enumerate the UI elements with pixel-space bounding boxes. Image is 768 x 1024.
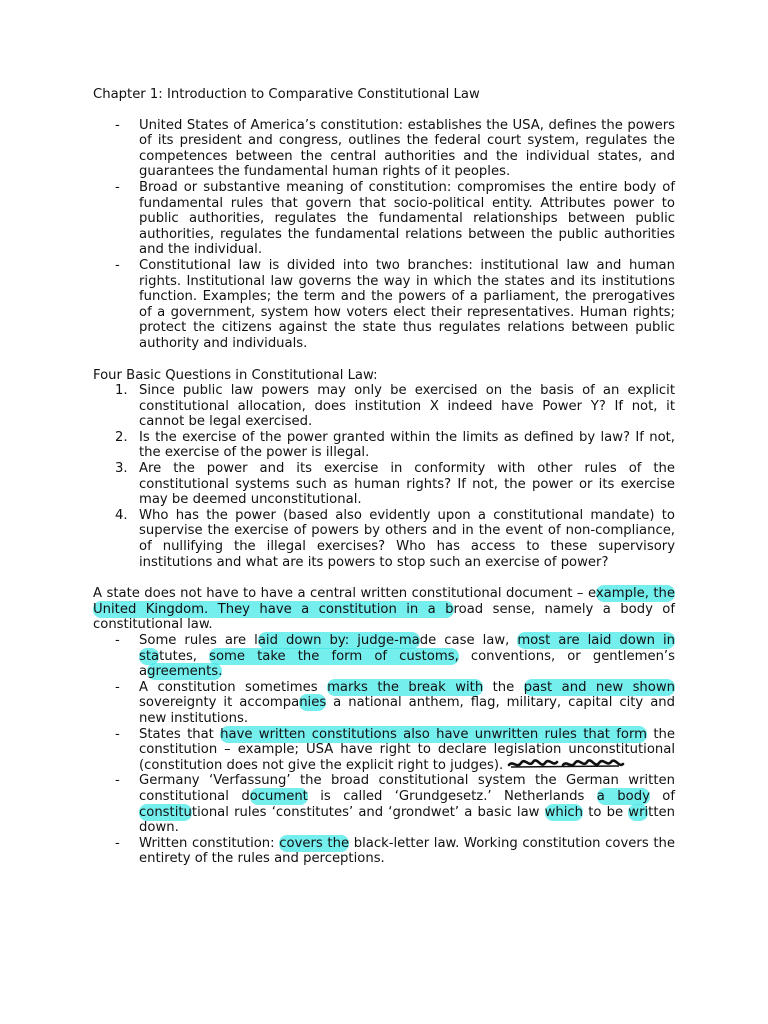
number-marker: 2. [115,429,128,445]
dash-marker: - [115,257,120,273]
highlight: greements. [147,664,223,680]
spacer [93,570,675,586]
list-item: - Some rules are laid down by: judge-made case law, most are laid down in statutes, some take the form of customs, conventions, or gentlemen’s agreements. [115,633,675,680]
chapter-title: Chapter 1: Introduction to Comparative Constitutional Law [93,87,480,102]
list-item: - Constitutional law is divided into two branches: institutional law and human rights. Institutional law governs the way in which the states and its institutions function. Examples; the term and the powers of a parliament, the prerogatives of a government, system how voters elect their representatives. Human rights; protect the citizens against the state thus regulates relations between public authority and individuals. [115,257,675,351]
highlight: nies [299,695,327,711]
highlight: past and new shown [523,679,676,695]
number-marker: 3. [115,461,128,477]
highlight: aid down by: judge-ma [257,633,420,648]
list-item: - Germany ‘Verfassung’ the broad constitutional system the German written constitutional document is called ‘Grundgesetz.’ Netherlands a body of constitutional rules ‘constitutes’ and ‘grondwet’ a basic law which to be written down. [115,773,676,836]
number-marker: 4. [115,507,128,523]
notes-list [93,633,675,867]
section-heading: Four Basic Questions in Constitutional Law: [93,367,378,383]
dash-marker: - [115,179,120,195]
highlight: have written constitutions also have unwritten rules that form [220,726,648,742]
dash-marker: - [115,117,120,133]
dash-marker: - [115,679,120,695]
highlight: marks the break with [327,679,484,695]
highlight: which [544,804,584,820]
handwritten-scribble-icon [507,758,625,771]
list-item: 3. Are the power and its exercise in conformity with other rules of the constitutional systems such as human rights? If not, the power or its exercise may be deemed unconstitutional. [115,461,675,508]
document-body [93,87,675,867]
highlight: constitu [139,804,192,820]
definitions-list [93,118,675,352]
highlight: most are laid down in sta [139,633,675,664]
number-marker: 1. [115,383,128,399]
highlight: a body [596,788,650,804]
list-item: 2. Is the exercise of the power granted within the limits as defined by law? If not, the exercise of the power is illegal. [115,429,675,461]
spacer [93,352,675,368]
list-item: - United States of America’s constitution: establishes the USA, defines the powers of its president and congress, outlines the federal court system, regulates the competences between the central authorities and the individual states, and guarantees the fundamental human rights of it peoples. [115,117,675,180]
dash-marker: - [115,773,120,789]
highlight: covers the [279,835,350,851]
list-item: - Written constitution: covers the black-letter law. Working constitution covers the entirety of the rules and perceptions. [115,835,675,867]
dash-marker: - [115,835,120,851]
highlight: ocument [249,788,308,804]
list-item: - States that have written constitutions also have unwritten rules that form the constitution – example; USA have right to declare legislation unconstitutional (constitution does not give the explicit right to judges). [115,726,675,773]
dash-marker: - [115,633,120,648]
highlight: wri [628,804,649,820]
questions-list [93,383,675,570]
intro-paragraph: A state does not have to have a central written constitutional document – example, the United Kingdom. They have a constitution in a broad sense, namely a body of constitutional law. [93,586,675,633]
list-item: - Broad or substantive meaning of constitution: compromises the entire body of fundamental rules that govern that socio-political entity. Attributes power to public authorities, regulates the fundamental relationships between public authorities, regulates the fundamental relations between the public authorities and the individual. [115,179,675,258]
list-item: 4. Who has the power (based also evidently upon a constitutional mandate) to supervise the exercise of powers by others and in the event of non-compliance, of nullifying the illegal exercises? Who has access to these supervisory institutions and what are its powers to stop such an exercise of power? [115,507,675,570]
list-item: 1. Since public law powers may only be exercised on the basis of an explicit constitutional allocation, does institution X indeed have Power Y? If not, it cannot be legal exercised. [115,383,675,430]
list-item: - A constitution sometimes marks the break with the past and new shown sovereignty it accompanies a national anthem, flag, military, capital city and new institutions. [115,679,676,726]
highlight: some take the form of customs, [209,648,459,664]
dash-marker: - [115,726,120,742]
highlight: xample, the United Kingdom. They have a constitution in a b [93,586,675,617]
